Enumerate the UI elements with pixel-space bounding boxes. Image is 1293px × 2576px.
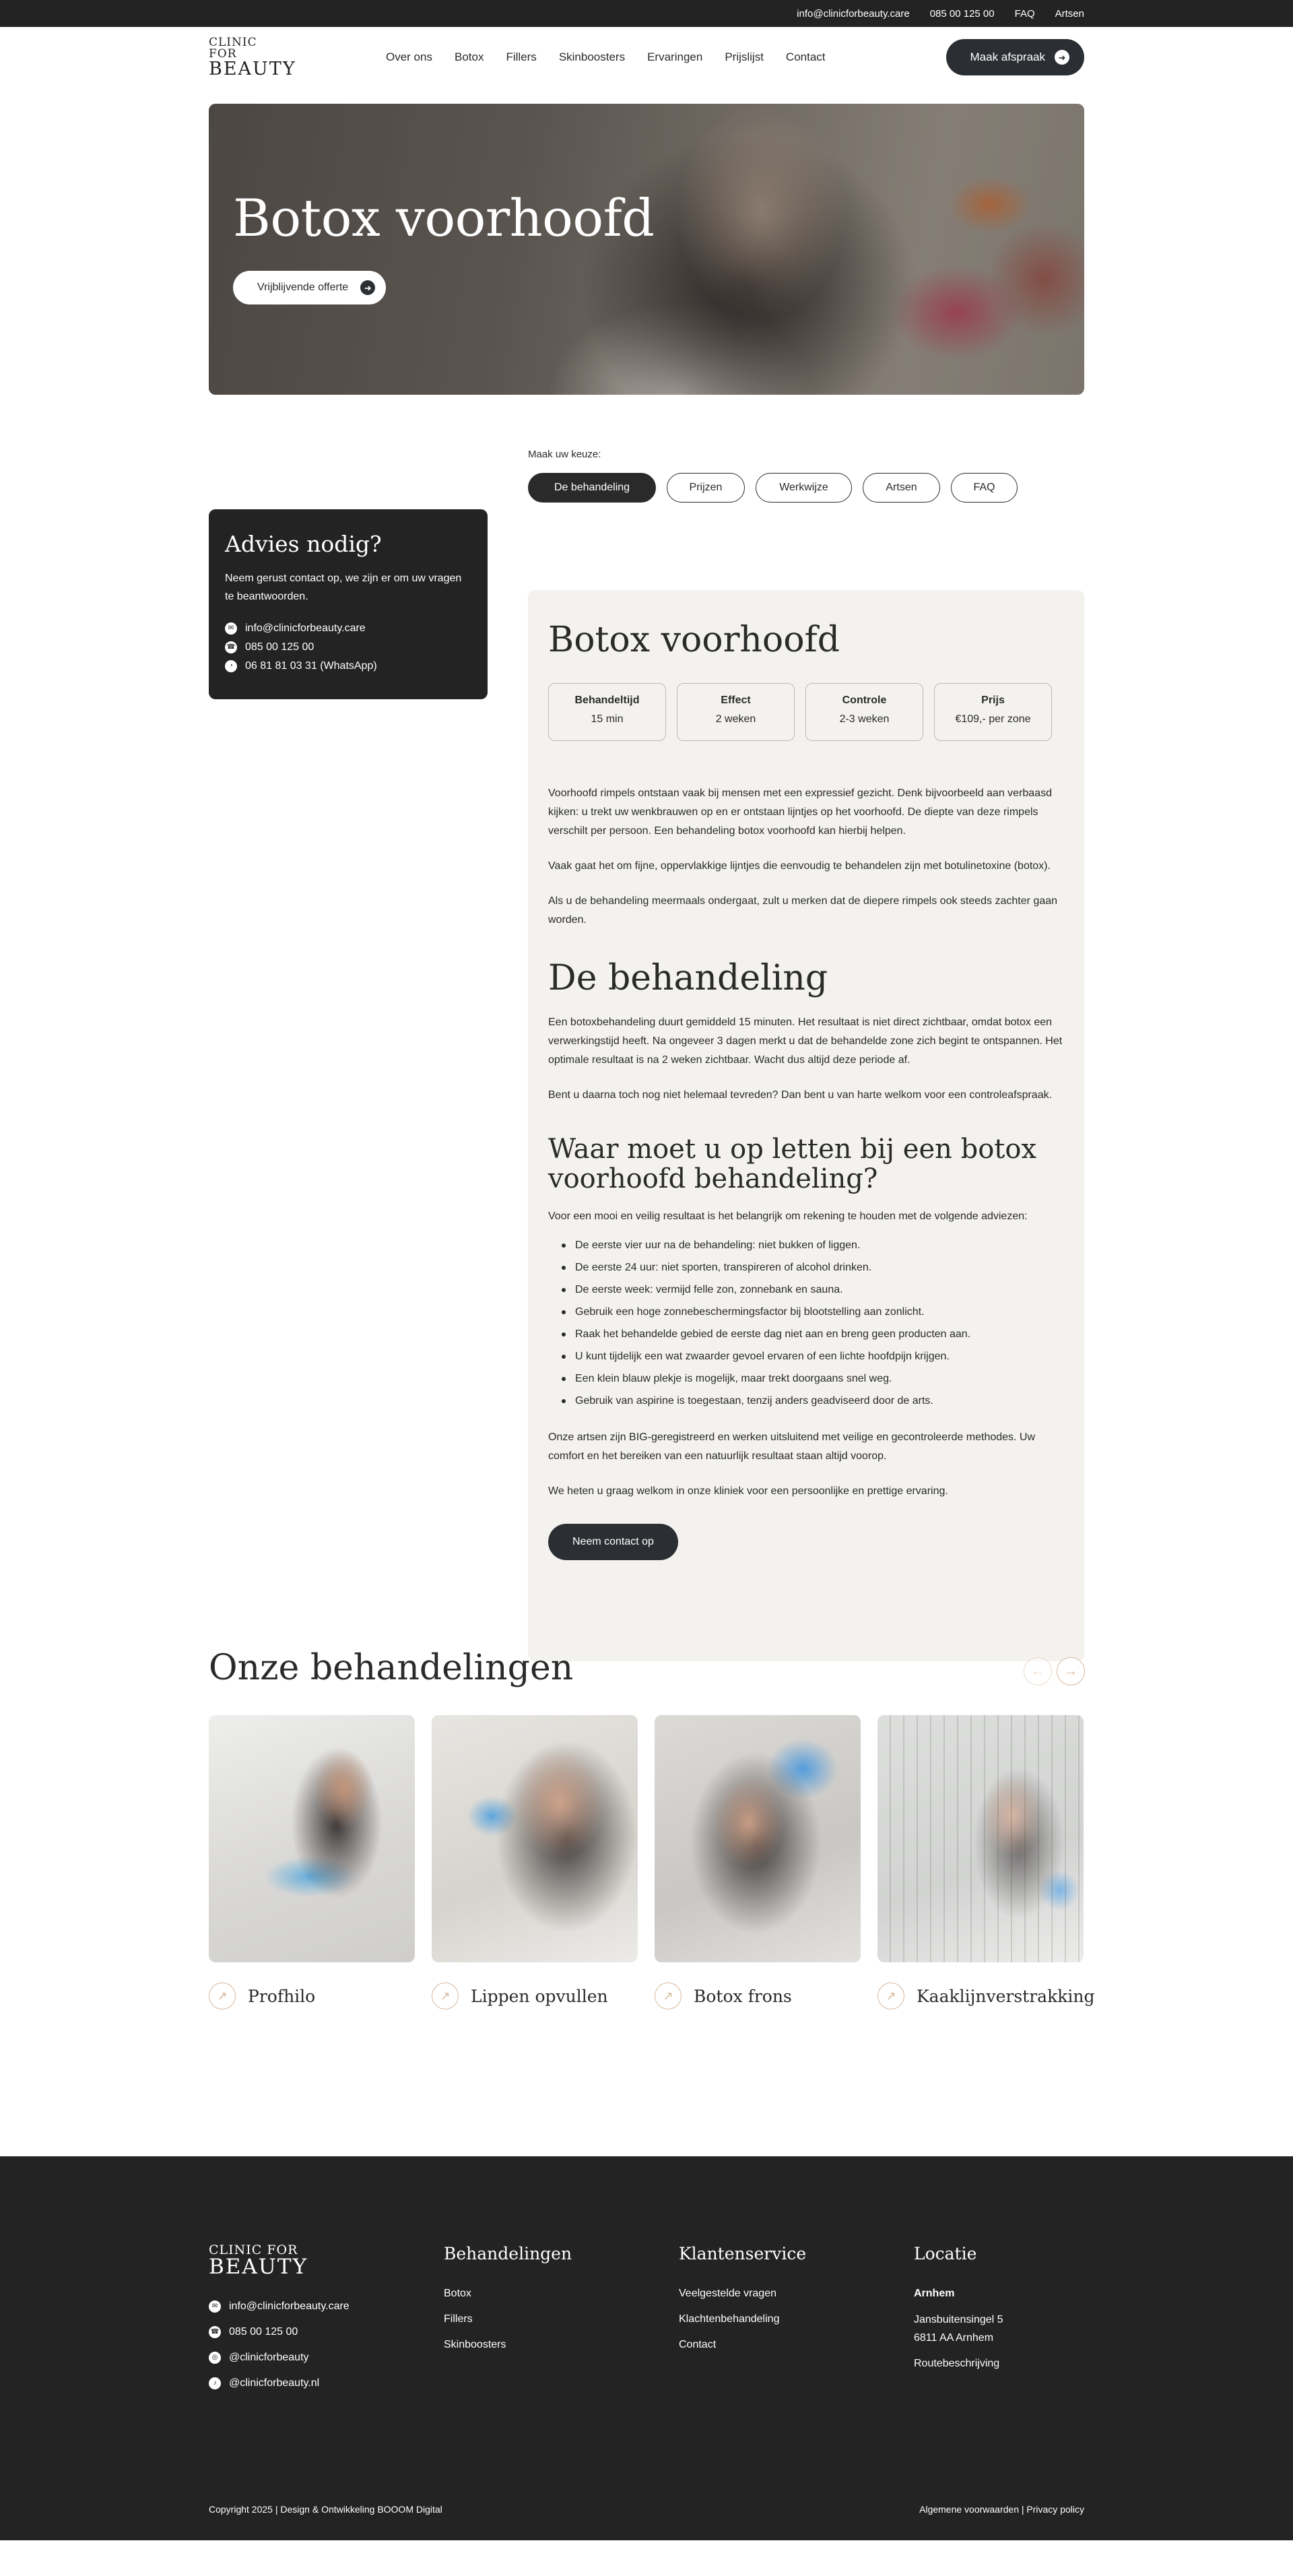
mail-icon: ✉ [225, 622, 237, 635]
copyright: Copyright 2025 | Design & Ontwikkeling BOOOM Digital [209, 2504, 442, 2515]
treatment-card-label [209, 1983, 415, 2009]
quote-button[interactable] [233, 271, 386, 304]
footer-tiktok-row[interactable] [209, 2371, 350, 2396]
advice-phone: 085 00 125 00 [245, 641, 314, 653]
aftercare-list [562, 1234, 1064, 1412]
footer-zip: 6811 AA Arnhem [914, 2332, 994, 2344]
treatments-title: Onze behandelingen [209, 1648, 574, 1688]
footer-email-row[interactable] [209, 2294, 350, 2319]
choice-tabs [528, 473, 1018, 503]
list-item: U kunt tijdelijk een wat zwaarder gevoel ervaren of een lichte hoofdpijn krijgen. [562, 1345, 1064, 1367]
treatment-paragraph: Een botoxbehandeling duurt gemiddeld 15 minuten. Het resultaat is niet direct zichtbaar, omdat botox een verwerkingstijd heeft. Na ongeveer 3 dagen merkt u dat de behandelde zone zich begint te ontspannen. Het optimale resultaat is na 2 weken zichtbaar. Wacht dus altijd deze periode af. [548, 1017, 1063, 1066]
treatment-name: Profhilo [248, 1986, 316, 2006]
quote-button-label: Vrijblijvende offerte [257, 282, 349, 293]
treatment-card-label [655, 1983, 861, 2009]
nav-item-contact[interactable]: Contact [785, 51, 826, 63]
topbar-faq-link[interactable]: FAQ [1014, 7, 1035, 20]
arrow-up-right-icon: ↗ [655, 1983, 682, 2009]
advice-phone-row[interactable] [225, 641, 471, 654]
logo[interactable] [209, 35, 296, 79]
nav-item-fillers[interactable]: Fillers [506, 51, 537, 63]
intro-paragraph: Als u de behandeling meermaals ondergaat, zult u merken dat de diepere rimpels ook steeds zachter gaan worden. [548, 895, 1058, 926]
tab-prijzen[interactable]: Prijzen [667, 473, 745, 503]
arrow-up-right-icon: ↗ [209, 1983, 236, 2009]
make-appointment-label: Maak afspraak [970, 51, 1045, 63]
intro-paragraph: Vaak gaat het om fijne, oppervlakkige lijntjes die eenvoudig te behandelen zijn met botulinetoxine (botox). [548, 860, 1051, 872]
treatment-image [655, 1715, 861, 1962]
advice-email: info@clinicforbeauty.care [245, 622, 366, 634]
footer-street: Jansbuitensingel 5 [914, 2314, 1003, 2325]
hero-banner [209, 104, 1084, 395]
nav-item-ervaringen[interactable]: Ervaringen [647, 51, 703, 63]
footer-logo-line-2: BEAUTY [209, 2255, 308, 2279]
carousel-next-button[interactable] [1057, 1657, 1085, 1685]
arrow-left-icon: ← [1031, 1663, 1045, 1679]
footer-col-title: Klantenservice [679, 2244, 807, 2263]
nav-item-botox[interactable]: Botox [454, 51, 484, 63]
tiktok-icon: ♪ [209, 2377, 221, 2389]
hero-title: Botox voorhoofd [233, 188, 655, 248]
panel-title: Botox voorhoofd [548, 620, 840, 660]
fact-label: Effect [721, 695, 751, 706]
outro-paragraph: We heten u graag welkom in onze kliniek voor een persoonlijke en prettige ervaring. [548, 1485, 948, 1497]
advice-whatsapp-row[interactable] [225, 659, 471, 673]
treatments-section [0, 1648, 1293, 2156]
fact-value: 15 min [591, 713, 624, 725]
nav-item-skinboosters[interactable]: Skinboosters [558, 51, 626, 63]
fact-value: 2-3 weken [839, 713, 890, 725]
footer-contacts [209, 2294, 350, 2396]
outro-paragraph: Onze artsen zijn BIG-geregistreerd en werken uitsluitend met veilige en gecontroleerde methodes. Uw comfort en het bereiken van een natuurlijk resultaat staan altijd voorop. [548, 1431, 1036, 1462]
advice-title: Advies nodig? [225, 531, 382, 557]
logo-line-1: CLINIC FOR [209, 35, 257, 61]
phone-icon: ☎ [209, 2326, 221, 2338]
footer-link-contact[interactable]: Contact [679, 2339, 717, 2350]
arrow-up-right-icon: ↗ [877, 1983, 904, 2009]
advice-email-row[interactable] [225, 622, 471, 635]
carousel-prev-button[interactable] [1024, 1657, 1052, 1685]
nav-item-prijslijst[interactable]: Prijslijst [725, 51, 764, 63]
treatment-card-label [432, 1983, 638, 2009]
contact-button[interactable]: Neem contact op [548, 1524, 678, 1560]
list-item: Gebruik een hoge zonnebeschermingsfactor bij blootstelling aan zonlicht. [562, 1301, 1064, 1323]
footer-link-botox[interactable]: Botox [444, 2288, 471, 2299]
treatment-cards [209, 1715, 1095, 2009]
footer-route-link[interactable]: Routebeschrijving [914, 2358, 1000, 2369]
intro-paragraph: Voorhoofd rimpels ontstaan vaak bij mensen met een expressief gezicht. Denk bijvoorbeeld aan verbaasd kijken: u trekt uw wenkbrauwen op en er ontstaan lijntjes op het voorhoofd. De diepte van deze rimpels verschilt per persoon. Een behandeling botox voorhoofd kan hierbij helpen. [548, 787, 1052, 837]
content-section [0, 395, 1293, 1648]
list-item: De eerste vier uur na de behandeling: niet bukken of liggen. [562, 1234, 1064, 1256]
treatment-card-kaaklijnverstrakking[interactable] [877, 1715, 1095, 2009]
tab-werkwijze[interactable]: Werkwijze [756, 473, 852, 503]
footer-link-skinboosters[interactable]: Skinboosters [444, 2339, 506, 2350]
fact-label: Behandeltijd [574, 695, 640, 706]
treatment-paragraph: Bent u daarna toch nog niet helemaal tevreden? Dan bent u van harte welkom voor een controleafspraak. [548, 1089, 1053, 1101]
topbar-phone-link[interactable]: 085 00 125 00 [929, 7, 995, 20]
footer-col-klantenservice [679, 2244, 806, 2358]
treatment-image [209, 1715, 415, 1962]
instagram-icon: ◎ [209, 2352, 221, 2364]
list-item: De eerste week: vermijd felle zon, zonnebank en sauna. [562, 1279, 1064, 1301]
whatsapp-icon: ◔ [225, 660, 237, 672]
site-header [0, 27, 1293, 88]
footer-address [914, 2311, 1003, 2347]
footer-logo[interactable] [209, 2244, 308, 2278]
tab-faq[interactable]: FAQ [951, 473, 1018, 503]
arrow-right-icon: ➜ [360, 280, 375, 295]
aftercare-intro: Voor een mooi en veilig resultaat is het belangrijk om rekening te houden met de volgende adviezen: [548, 1211, 1028, 1222]
fact-box [934, 683, 1052, 741]
list-item: Raak het behandelde gebied de eerste dag niet aan en breng geen producten aan. [562, 1323, 1064, 1345]
footer-phone: 085 00 125 00 [229, 2326, 298, 2338]
treatment-image [877, 1715, 1084, 1962]
arrow-up-right-icon: ↗ [432, 1983, 459, 2009]
fact-value: 2 weken [715, 713, 756, 725]
footer-phone-row[interactable] [209, 2319, 350, 2345]
fact-box [805, 683, 923, 741]
mail-icon: ✉ [209, 2300, 221, 2313]
advice-text: Neem gerust contact op, we zijn er om uw vragen te beantwoorden. [225, 573, 462, 602]
tab-artsen[interactable]: Artsen [863, 473, 940, 503]
list-item: De eerste 24 uur: niet sporten, transpireren of alcohol drinken. [562, 1256, 1064, 1279]
footer-col-title: Behandelingen [444, 2244, 572, 2263]
fact-label: Controle [842, 695, 887, 706]
treatment-heading: De behandeling [548, 958, 828, 998]
footer-logo-line-1: CLINIC FOR [209, 2243, 298, 2257]
advice-whatsapp: 06 81 81 03 31 (WhatsApp) [245, 660, 377, 672]
footer-link-klachten[interactable]: Klachtenbehandeling [679, 2313, 780, 2325]
footer-link-faq[interactable]: Veelgestelde vragen [679, 2288, 776, 2299]
fact-label: Prijs [981, 695, 1005, 706]
facts-row [548, 683, 1064, 741]
top-bar [0, 0, 1293, 27]
footer-col-locatie [914, 2244, 1003, 2377]
footer-city: Arnhem [914, 2288, 955, 2299]
fact-box [677, 683, 795, 741]
treatment-card-botox-frons[interactable] [655, 1715, 861, 2009]
choose-label: Maak uw keuze: [528, 449, 601, 460]
footer-col-behandelingen [444, 2244, 572, 2358]
footer-bottom [209, 2504, 1084, 2515]
legal-links[interactable]: Algemene voorwaarden | Privacy policy [919, 2504, 1084, 2515]
footer-col-title: Locatie [914, 2244, 977, 2263]
treatment-card-label [877, 1983, 1095, 2009]
treatment-name: Botox frons [694, 1986, 792, 2006]
main-nav [386, 51, 826, 64]
arrow-right-icon: → [1064, 1663, 1078, 1679]
nav-item-over-ons[interactable]: Over ons [386, 51, 432, 63]
treatment-panel [528, 590, 1084, 1661]
treatment-name: Lippen opvullen [471, 1986, 608, 2006]
treatment-card-lippen-opvullen[interactable] [432, 1715, 638, 2009]
footer-instagram: @clinicforbeauty [229, 2352, 309, 2363]
footer-email: info@clinicforbeauty.care [229, 2300, 350, 2312]
tab-de-behandeling[interactable]: De behandeling [528, 473, 656, 503]
fact-box [548, 683, 666, 741]
footer-tiktok: @clinicforbeauty.nl [229, 2377, 320, 2389]
make-appointment-button[interactable] [946, 39, 1085, 75]
advice-card [209, 509, 488, 699]
phone-icon: ☎ [225, 641, 237, 653]
footer-link-fillers[interactable]: Fillers [444, 2313, 473, 2325]
topbar-artsen-link[interactable]: Artsen [1055, 7, 1084, 20]
treatment-name: Kaaklijnverstrakking [917, 1986, 1095, 2006]
topbar-email-link[interactable]: info@clinicforbeauty.care [797, 7, 910, 20]
aftercare-heading: Waar moet u op letten bij een botox voorhoofd behandeling? [548, 1134, 1037, 1194]
treatment-image [432, 1715, 638, 1962]
site-footer [0, 2156, 1293, 2540]
list-item: Een klein blauw plekje is mogelijk, maar trekt doorgaans snel weg. [562, 1367, 1064, 1390]
fact-value: €109,- per zone [955, 713, 1031, 725]
footer-instagram-row[interactable] [209, 2345, 350, 2371]
list-item: Gebruik van aspirine is toegestaan, tenzij anders geadviseerd door de arts. [562, 1390, 1064, 1412]
logo-line-2: BEAUTY [209, 58, 296, 79]
treatment-card-profhilo[interactable] [209, 1715, 415, 2009]
arrow-right-icon: ➜ [1055, 50, 1069, 65]
